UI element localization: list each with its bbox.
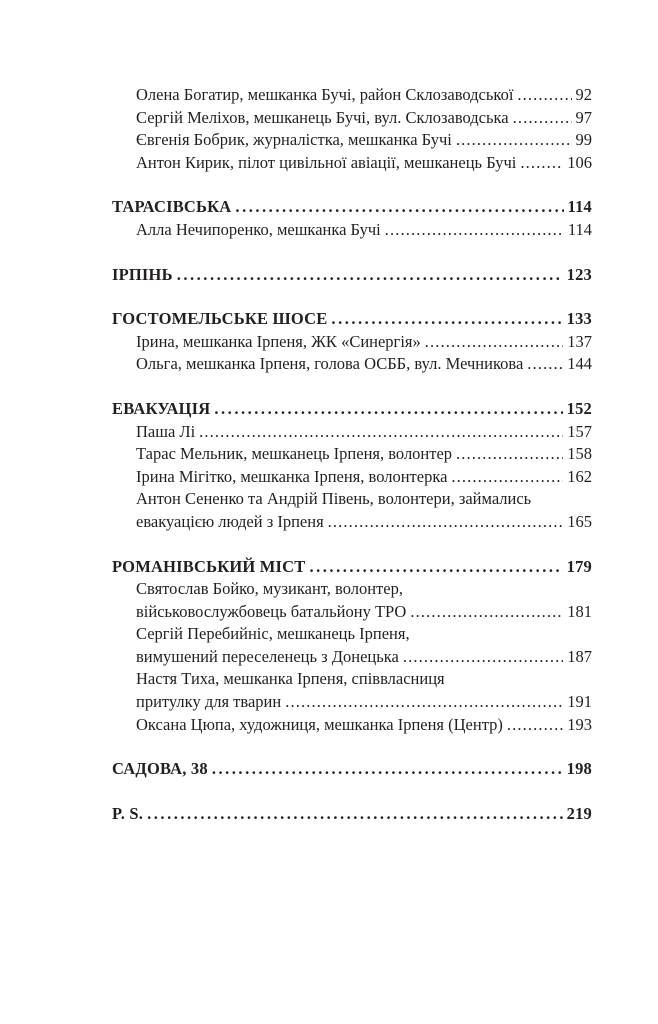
- toc-entry[interactable]: [112, 601, 592, 624]
- toc-heading[interactable]: [112, 556, 592, 579]
- page-number: 99: [575, 130, 592, 150]
- toc-entry-title: Євгенія Бобрик, журналістка, мешканка Бучі: [136, 130, 452, 150]
- toc-entry-title: Святослав Бойко, музикант, волонтер,: [136, 579, 403, 599]
- dot-leader: [385, 219, 564, 242]
- toc-entry-title: Сергій Перебийніс, мешканець Ірпеня,: [136, 624, 410, 644]
- toc-entry-title: військовослужбовець батальйону ТРО: [136, 601, 407, 621]
- toc-entry[interactable]: [112, 511, 592, 534]
- toc-heading[interactable]: [112, 264, 592, 287]
- page-number: 133: [566, 309, 592, 329]
- page-number: 114: [567, 197, 592, 217]
- toc-entry[interactable]: [112, 443, 592, 466]
- page-number: 191: [567, 692, 592, 712]
- toc-entry[interactable]: [112, 152, 592, 175]
- toc-entry-title: Паша Лі: [136, 421, 196, 441]
- dot-leader: [527, 353, 563, 376]
- toc-entry[interactable]: [112, 646, 592, 669]
- toc-section: [112, 84, 592, 174]
- toc-entry[interactable]: [112, 623, 592, 646]
- toc-entry[interactable]: [112, 421, 592, 444]
- dot-leader: [147, 803, 563, 826]
- toc-entry-title: ТАРАСІВСЬКА: [112, 197, 232, 217]
- toc-entry[interactable]: [112, 466, 592, 489]
- toc-entry-title: ІРПІНЬ: [112, 264, 173, 284]
- dot-leader: [309, 556, 562, 579]
- toc-entry[interactable]: [112, 107, 592, 130]
- toc-entry[interactable]: [112, 84, 592, 107]
- dot-leader: [507, 714, 563, 737]
- toc-heading[interactable]: [112, 308, 592, 331]
- toc-section: [112, 264, 592, 287]
- page-number: 92: [575, 85, 592, 104]
- toc-entry-title: Антон Сененко та Андрій Півень, волонтери, займались: [136, 489, 532, 509]
- dot-leader: [425, 331, 564, 354]
- toc-section: [112, 308, 592, 376]
- page-number: 152: [566, 398, 592, 418]
- page-number: 219: [566, 803, 592, 823]
- toc-entry-title: Ольга, мешканка Ірпеня, голова ОСББ, вул. Мечникова: [136, 354, 524, 374]
- page-number: 144: [567, 354, 592, 374]
- toc-entry-title: Оксана Цюпа, художниця, мешканка Ірпеня (Центр): [136, 714, 503, 734]
- toc-section: [112, 398, 592, 534]
- page-number: 123: [566, 264, 592, 284]
- page-number: 198: [566, 759, 592, 779]
- toc-entry[interactable]: [112, 578, 592, 601]
- page-number: 97: [575, 107, 592, 127]
- toc-entry[interactable]: [112, 129, 592, 152]
- toc-entry[interactable]: [112, 691, 592, 714]
- toc-entry-title: евакуацією людей з Ірпеня: [136, 511, 324, 531]
- page-number: 158: [567, 444, 592, 464]
- page-number: 106: [567, 152, 592, 172]
- toc-entry-title: Олена Богатир, мешканка Бучі, район Склозаводської: [136, 85, 514, 104]
- toc-entry-title: ЕВАКУАЦІЯ: [112, 398, 211, 418]
- dot-leader: [403, 646, 563, 669]
- toc-entry[interactable]: [112, 219, 592, 242]
- toc-entry[interactable]: [112, 353, 592, 376]
- toc-entry-title: ГОСТОМЕЛЬСЬКЕ ШОСЕ: [112, 309, 328, 329]
- page-number: 137: [567, 331, 592, 351]
- page-number: 193: [567, 714, 592, 734]
- dot-leader: [177, 264, 563, 287]
- toc-entry[interactable]: [112, 668, 592, 691]
- dot-leader: [199, 421, 563, 444]
- page-number: 187: [567, 646, 592, 666]
- dot-leader: [456, 443, 563, 466]
- dot-leader: [331, 308, 562, 331]
- page-number: 157: [567, 421, 592, 441]
- page-number: 162: [567, 466, 592, 486]
- dot-leader: [328, 511, 564, 534]
- toc-entry-title: Алла Нечипоренко, мешканка Бучі: [136, 219, 381, 239]
- page-number: 179: [566, 556, 592, 576]
- dot-leader: [513, 107, 572, 130]
- toc-entry-title: P. S.: [112, 803, 144, 823]
- toc-entry[interactable]: [112, 714, 592, 737]
- dot-leader: [520, 152, 563, 175]
- toc-heading[interactable]: [112, 803, 592, 826]
- toc-section: [112, 196, 592, 241]
- toc-entry-title: Тарас Мельник, мешканець Ірпеня, волонтер: [136, 444, 453, 464]
- toc-section: [112, 556, 592, 737]
- toc-entry-title: притулку для тварин: [136, 692, 282, 712]
- table-of-contents: [112, 84, 592, 847]
- toc-heading[interactable]: [112, 758, 592, 781]
- toc-entry[interactable]: [112, 331, 592, 354]
- dot-leader: [451, 466, 563, 489]
- toc-entry-title: САДОВА, 38: [112, 759, 208, 779]
- page-number: 181: [567, 601, 592, 621]
- page-number: 165: [567, 511, 592, 531]
- dot-leader: [235, 196, 563, 219]
- toc-entry-title: Ірина, мешканка Ірпеня, ЖК «Синергія»: [136, 331, 421, 351]
- toc-entry-title: Антон Кирик, пілот цивільної авіації, мешканець Бучі: [136, 152, 517, 172]
- toc-section: [112, 803, 592, 826]
- toc-heading[interactable]: [112, 398, 592, 421]
- toc-heading[interactable]: [112, 196, 592, 219]
- dot-leader: [410, 601, 563, 624]
- toc-entry[interactable]: [112, 488, 592, 511]
- toc-entry-title: РОМАНІВСЬКИЙ МІСТ: [112, 556, 306, 576]
- toc-section: [112, 758, 592, 781]
- toc-entry-title: Ірина Мігітко, мешканка Ірпеня, волонтерка: [136, 466, 448, 486]
- dot-leader: [456, 129, 572, 152]
- dot-leader: [212, 758, 563, 781]
- dot-leader: [214, 398, 562, 421]
- page-number: 114: [567, 219, 592, 239]
- dot-leader: [285, 691, 563, 714]
- toc-entry-title: Сергій Меліхов, мешканець Бучі, вул. Склозаводська: [136, 107, 509, 127]
- toc-entry-title: Настя Тиха, мешканка Ірпеня, співвласниця: [136, 669, 445, 689]
- dot-leader: [517, 84, 571, 107]
- toc-entry-title: вимушений переселенець з Донецька: [136, 646, 399, 666]
